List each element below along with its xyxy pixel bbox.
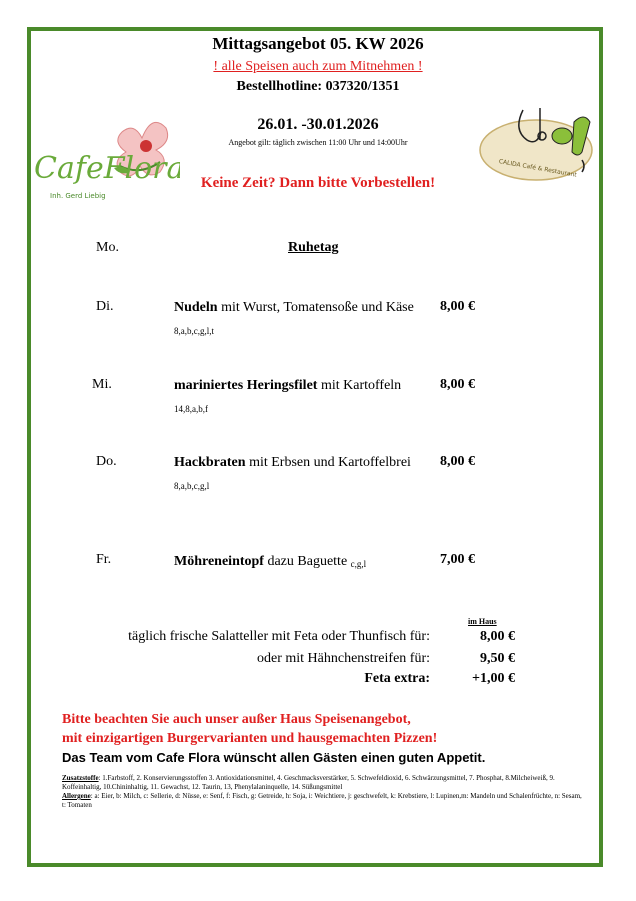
salad-price-3: +1,00 € [472,671,515,686]
price-di: 8,00 € [440,299,475,314]
day-label-mo: Mo. [96,240,119,255]
day-label-mi: Mi. [92,377,112,392]
day-label-di: Di. [96,299,114,314]
date-range: 26.01. -30.01.2026 [257,116,379,133]
day-label-do: Do. [96,454,117,469]
salad-line-2: oder mit Hähnchenstreifen für: [257,651,430,666]
preorder-notice: Keine Zeit? Dann bitte Vorbestellen! [200,175,436,191]
price-mi: 8,00 € [440,377,475,392]
closed-day-label: Ruhetag [288,240,339,255]
allergens-legend: Allergene: a: Eier, b: Milch, c: Sellerie, d: Nüsse, e: Senf, f: Fisch, g: Getreide, h: Soja, i: Weichtiere, j: geschwefelt, k: Krebstiere, l: Lupinen,m: Mandeln und Schalenfrüchte, n: Sesam, t: Tomaten [62,792,582,809]
day-label-fr: Fr. [96,552,112,567]
salad-line-1: täglich frische Salatteller mit Feta oder Thunfisch für: [128,629,430,644]
svg-text:CafeFlora: CafeFlora [34,151,180,186]
additives-legend: Zusatzstoffe: 1.Farbstoff, 2. Konservierungsstoffen 3. Antioxidationsmittel, 4. Geschmacksverstärker, 5. Schwefeldioxid, 6. Schwärzungsmittel, 7. Phosphat, 8.Milcheiweiß, 9. Koffeinhaltig, 10.Chininhaltig, 11. Gewachst, 12. Taurin, 13, Phenylalaninquelle, 14. Süßungsmittel [62,774,555,791]
svg-text:Inh. Gerd Liebig: Inh. Gerd Liebig [50,192,106,200]
salad-price-1: 8,00 € [480,629,515,644]
menu-title: Mittagsangebot 05. KW 2026 [212,34,424,53]
additives-allergens-legend [62,774,582,810]
price-fr: 7,00 € [440,552,475,567]
team-greeting: Das Team vom Cafe Flora wünscht allen Gästen einen guten Appetit. [62,750,486,765]
dish-di: Nudeln mit Wurst, Tomatensoße und Käse $_{8,a,b,c,g,l,t}$ [174,300,414,336]
salad-price-2: 9,50 € [480,651,515,666]
salad-line-3: Feta extra: [364,671,430,686]
dish-mi: mariniertes Heringsfilet mit Kartoffeln $_{14,8,a,b,f}$ [174,378,402,414]
svg-text:CALIDA Café & Restaurant: CALIDA Café & Restaurant [498,158,578,179]
takeaway-notice: ! alle Speisen auch zum Mitnehmen ! [213,59,423,74]
in-house-label: im Haus [468,617,497,626]
takeaway-offer-note: Bitte beachten Sie auch unser außer Haus Speisenangebot, mit einzigartigen Burgervarianten und hausgemachten Pizzen! [62,712,438,746]
order-hotline: Bestellhotline: 037320/1351 [236,79,400,94]
calida-logo [478,100,608,190]
dish-fr: Möhreneintopf dazu Baguette $_{c,g,l}$ [174,554,367,569]
dish-do: Hackbraten mit Erbsen und Kartoffelbrei $_{8,a,b,c,g,l}$ [174,455,411,491]
valid-times: Angebot gilt: täglich zwischen 11:00 Uhr und 14:00Uhr [228,138,408,147]
price-do: 8,00 € [440,454,475,469]
cafe-flora-logo [30,108,180,208]
